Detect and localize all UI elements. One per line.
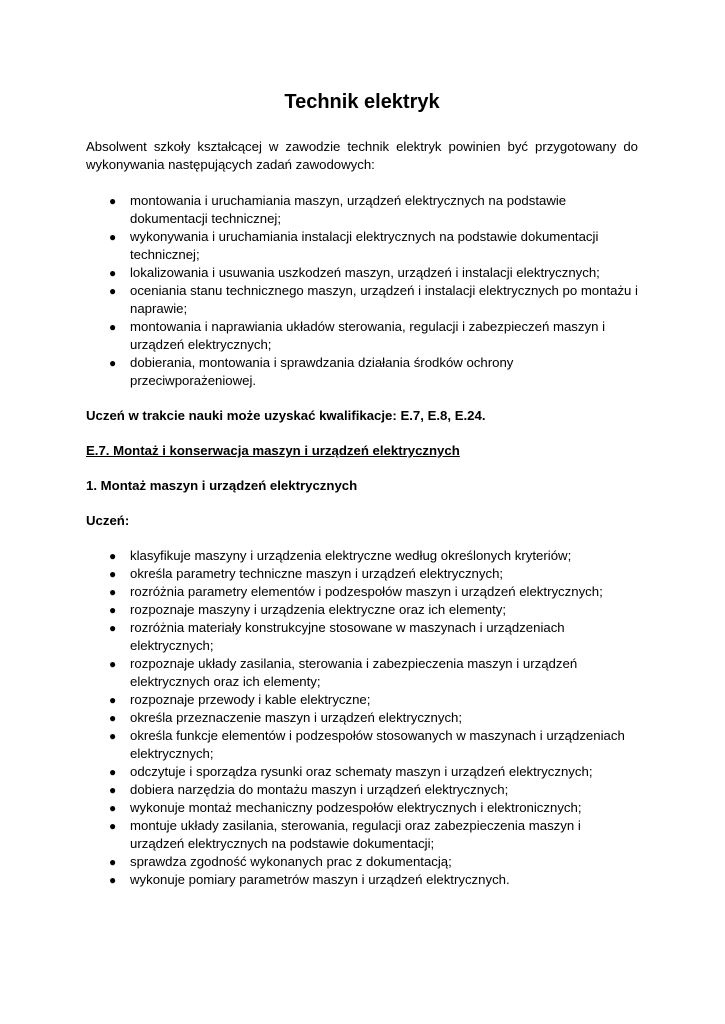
list-item (86, 727, 638, 763)
list-item-text: określa funkcje elementów i podzespołów stosowanych w maszynach i urządzeniach elektrycznych; (130, 728, 625, 761)
student-label: Uczeń: (86, 513, 130, 528)
list-item (86, 655, 638, 691)
qualifications-line: Uczeń w trakcie nauki może uzyskać kwalifikacje: E.7, E.8, E.24. (86, 408, 486, 423)
bullet-icon: ● (109, 693, 117, 707)
list-item (86, 264, 638, 282)
bullet-icon: ● (109, 657, 117, 671)
bullet-icon: ● (109, 783, 117, 797)
bullet-icon: ● (109, 567, 117, 581)
list-item-text: rozpoznaje układy zasilania, sterowania i zabezpieczenia maszyn i urządzeń elektrycznych oraz ich elementy; (130, 656, 578, 689)
bullet-icon: ● (109, 711, 117, 725)
list-item (86, 691, 638, 709)
list-item (86, 547, 638, 565)
list-item-text: montowania i naprawiania układów sterowania, regulacji i zabezpieczeń maszyn i urządzeń elektrycznych; (130, 319, 606, 352)
bullet-icon: ● (109, 765, 117, 779)
list-item-text: lokalizowania i usuwania uszkodzeń maszyn, urządzeń i instalacji elektrycznych; (130, 265, 600, 280)
bullet-icon: ● (109, 603, 117, 617)
list-item (86, 228, 638, 264)
list-item-text: dobiera narzędzia do montażu maszyn i urządzeń elektrycznych; (130, 782, 509, 797)
list-item (86, 763, 638, 781)
list-item (86, 583, 638, 601)
list-item (86, 709, 638, 727)
list-item-text: rozróżnia parametry elementów i podzespołów maszyn i urządzeń elektrycznych; (130, 584, 603, 599)
list-item-text: rozróżnia materiały konstrukcyjne stosowane w maszynach i urządzeniach elektrycznych; (130, 620, 565, 653)
list-item-text: rozpoznaje przewody i kable elektryczne; (130, 692, 371, 707)
list-item-text: wykonywania i uruchamiania instalacji elektrycznych na podstawie dokumentacji technicznej; (130, 229, 599, 262)
list-item (86, 799, 638, 817)
tasks-list (86, 192, 638, 390)
skills-list (86, 547, 638, 889)
list-item-text: klasyfikuje maszyny i urządzenia elektryczne według określonych kryteriów; (130, 548, 572, 563)
qualification-heading: E.7. Montaż i konserwacja maszyn i urządzeń elektrycznych (86, 443, 460, 458)
bullet-icon: ● (109, 621, 117, 635)
bullet-icon: ● (109, 873, 117, 887)
list-item (86, 192, 638, 228)
list-item-text: wykonuje pomiary parametrów maszyn i urządzeń elektrycznych. (130, 872, 510, 887)
list-item-text: wykonuje montaż mechaniczny podzespołów elektrycznych i elektronicznych; (130, 800, 582, 815)
bullet-icon: ● (109, 194, 117, 208)
bullet-icon: ● (109, 320, 117, 334)
list-item-text: montuje układy zasilania, sterowania, regulacji oraz zabezpieczenia maszyn i urządzeń elektrycznych na podstawie dokumentacji; (130, 818, 581, 851)
list-item (86, 282, 638, 318)
list-item-text: sprawdza zgodność wykonanych prac z dokumentacją; (130, 854, 452, 869)
list-item-text: dobierania, montowania i sprawdzania działania środków ochrony przeciwporażeniowej. (130, 355, 514, 388)
bullet-icon: ● (109, 284, 117, 298)
bullet-icon: ● (109, 266, 117, 280)
list-item (86, 601, 638, 619)
list-item (86, 781, 638, 799)
bullet-icon: ● (109, 356, 117, 370)
bullet-icon: ● (109, 819, 117, 833)
list-item-text: określa parametry techniczne maszyn i urządzeń elektrycznych; (130, 566, 504, 581)
bullet-icon: ● (109, 549, 117, 563)
list-item-text: określa przeznaczenie maszyn i urządzeń elektrycznych; (130, 710, 463, 725)
list-item (86, 871, 638, 889)
section-heading: 1. Montaż maszyn i urządzeń elektrycznych (86, 478, 358, 493)
list-item-text: montowania i uruchamiania maszyn, urządzeń elektrycznych na podstawie dokumentacji technicznej; (130, 193, 567, 226)
list-item-text: oceniania stanu technicznego maszyn, urządzeń i instalacji elektrycznych po montażu i naprawie; (130, 283, 638, 316)
bullet-icon: ● (109, 801, 117, 815)
bullet-icon: ● (109, 230, 117, 244)
list-item (86, 853, 638, 871)
list-item (86, 619, 638, 655)
page-title: Technik elektryk (284, 91, 440, 113)
list-item-text: odczytuje i sporządza rysunki oraz schematy maszyn i urządzeń elektrycznych; (130, 764, 593, 779)
list-item-text: rozpoznaje maszyny i urządzenia elektryczne oraz ich elementy; (130, 602, 507, 617)
list-item (86, 318, 638, 354)
list-item (86, 354, 638, 390)
bullet-icon: ● (109, 729, 117, 743)
bullet-icon: ● (109, 585, 117, 599)
list-item (86, 817, 638, 853)
bullet-icon: ● (109, 855, 117, 869)
intro-paragraph: Absolwent szkoły kształcącej w zawodzie technik elektryk powinien być przygotowany do wykonywania następujących zadań zawodowych: (86, 139, 638, 172)
document-page (86, 88, 638, 906)
list-item (86, 565, 638, 583)
